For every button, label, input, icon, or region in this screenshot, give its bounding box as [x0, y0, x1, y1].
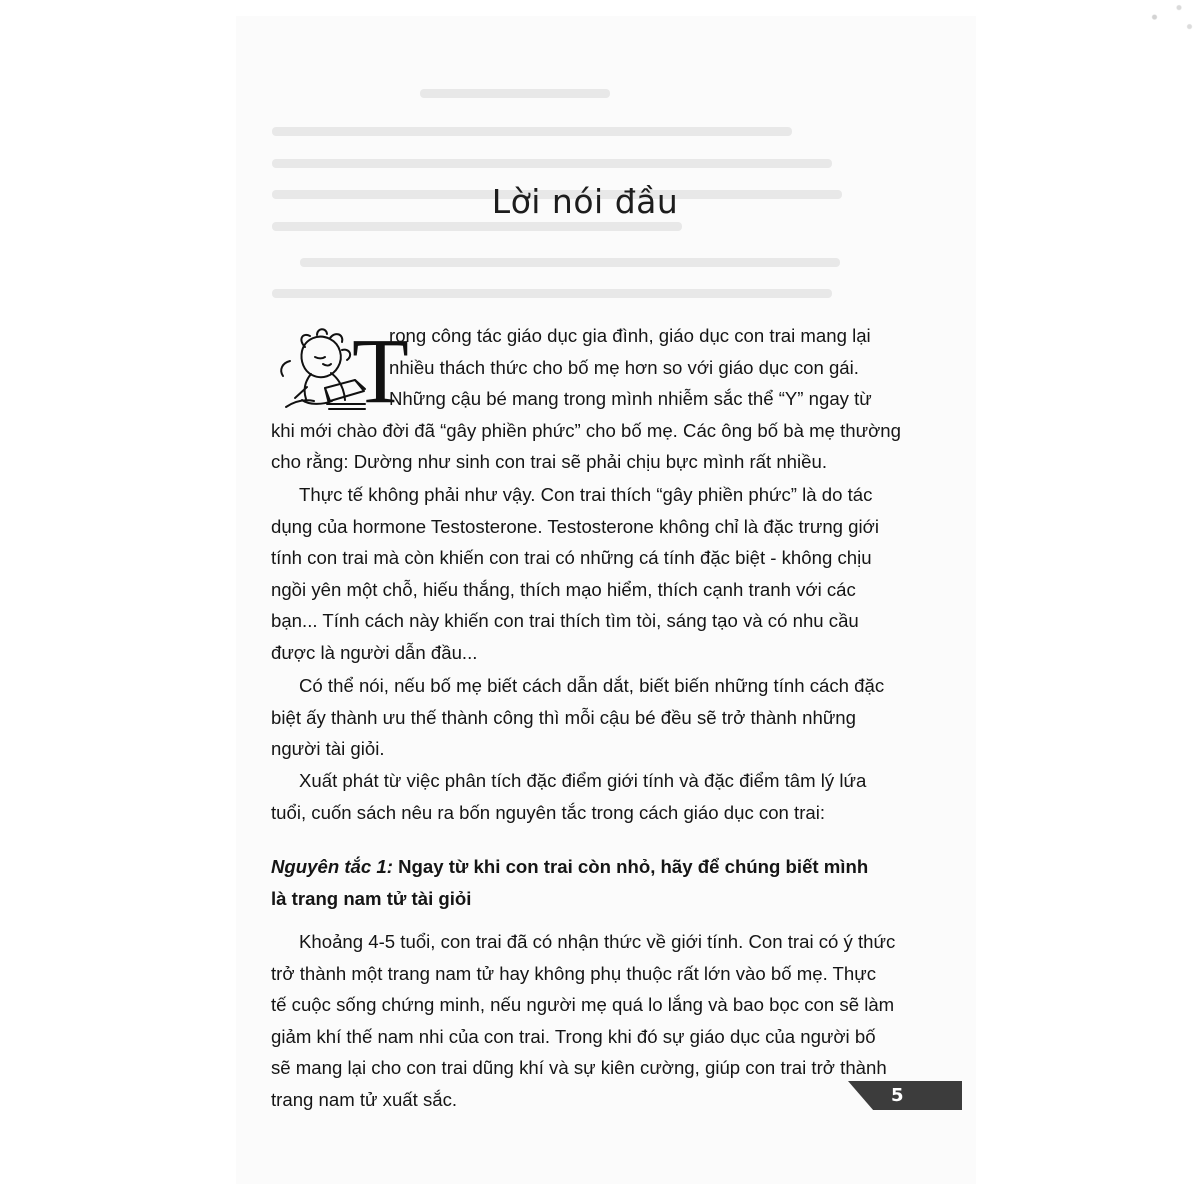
bleed-through-line [300, 258, 840, 267]
principle-heading-line-2: là trang nam tử tài giỏi [271, 887, 472, 909]
paragraph-2-line-2: dụng của hormone Testosterone. Testosterone không chỉ là đặc trưng giới [271, 515, 879, 537]
bleed-through-line [272, 159, 832, 168]
bleed-through-line [272, 127, 792, 136]
paragraph-4-line-2: tuổi, cuốn sách nêu ra bốn nguyên tắc trong cách giáo dục con trai: [271, 801, 826, 823]
page-number: 5 [891, 1085, 904, 1106]
paragraph-1-line-5: cho rằng: Dường như sinh con trai sẽ phải chịu bực mình rất nhiều. [271, 451, 827, 473]
bleed-through-line [420, 89, 610, 98]
page-title: Lời nói đầu [491, 182, 679, 221]
bleed-through-line [272, 289, 832, 298]
paragraph-2-line-6: được là người dẫn đầu... [271, 642, 478, 663]
principle-paragraph-line-4: giảm khí thế nam nhi của con trai. Trong khi đó sự giáo dục của người bố [271, 1025, 876, 1047]
paragraph-4-line-1: Xuất phát từ việc phân tích đặc điểm giới tính và đặc điểm tâm lý lứa [299, 770, 867, 791]
decorative-corner-icon [1130, 0, 1200, 38]
paragraph-1-line-2: nhiều thách thức cho bố mẹ hơn so với giáo dục con gái. [389, 356, 859, 378]
principle-paragraph-line-3: tế cuộc sống chứng minh, nếu người mẹ quá lo lắng và bao bọc con sẽ làm [271, 994, 895, 1016]
paragraph-1-line-3: Những cậu bé mang trong mình nhiễm sắc thể “Y” ngay từ [389, 388, 872, 410]
paragraph-2-line-4: ngồi yên một chỗ, hiếu thắng, thích mạo hiểm, thích cạnh tranh với các [271, 578, 856, 600]
paragraph-1-line-4: khi mới chào đời đã “gây phiền phức” cho bố mẹ. Các ông bố bà mẹ thường [271, 419, 901, 441]
principle-paragraph-line-1: Khoảng 4-5 tuổi, con trai đã có nhận thức về giới tính. Con trai có ý thức [299, 931, 896, 952]
paragraph-3-line-1: Có thể nói, nếu bố mẹ biết cách dẫn dắt, biết biến những tính cách đặc [299, 675, 885, 696]
paragraph-1-line-1: rong công tác giáo dục gia đình, giáo dục con trai mang lại [389, 325, 871, 346]
paragraph-2-line-3: tính con trai mà còn khiến con trai có những cá tính đặc biệt - không chịu [271, 547, 872, 569]
principle-text-1: Ngay từ khi con trai còn nhỏ, hãy để chúng biết mình [398, 856, 869, 877]
paragraph-2-line-5: bạn... Tính cách này khiến con trai thích tìm tòi, sáng tạo và có nhu cầu [271, 610, 859, 632]
bleed-through-line [272, 222, 682, 231]
paragraph-3-line-3: người tài giỏi. [271, 738, 385, 760]
principle-heading-line-1 [271, 851, 889, 883]
dropcap-letter: T [352, 320, 409, 423]
principle-label: Nguyên tắc 1: [271, 856, 393, 877]
principle-paragraph-line-6: trang nam tử xuất sắc. [271, 1089, 458, 1110]
principle-paragraph-line-2: trở thành một trang nam tử hay không phụ thuộc rất lớn vào bố mẹ. Thực [271, 962, 877, 984]
paragraph-2-line-1: Thực tế không phải như vậy. Con trai thích “gây phiền phức” là do tác [299, 484, 873, 505]
paragraph-3-line-2: biệt ấy thành ưu thế thành công thì mỗi cậu bé đều sẽ trở thành những [271, 706, 856, 728]
principle-paragraph-line-5: sẽ mang lại cho con trai dũng khí và sự kiên cường, giúp con trai trở thành [271, 1057, 887, 1079]
